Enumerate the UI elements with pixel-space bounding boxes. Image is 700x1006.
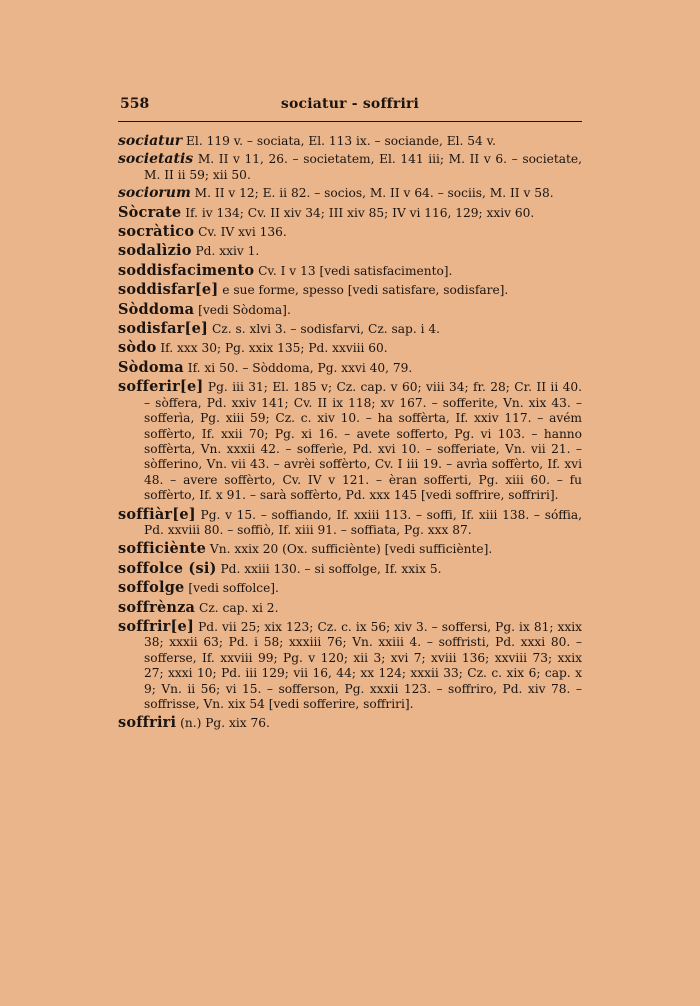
- headword: socràtico: [118, 223, 195, 241]
- headword: sodalìzio: [118, 242, 192, 260]
- entry: [118, 186, 582, 201]
- page-header: [118, 96, 582, 118]
- entry-text: El. 119 v. – sociata, El. 113 ix. – sociande, El. 54 v.: [186, 134, 496, 148]
- entry: [118, 152, 582, 183]
- entry: [118, 134, 582, 149]
- entry: [118, 561, 582, 577]
- page-number: 558: [120, 96, 150, 112]
- entry-text: (n.) Pg. xix 76.: [180, 716, 270, 731]
- headword: soddisfacimento: [118, 261, 255, 279]
- entry: [118, 205, 582, 221]
- headword: soffolce (si): [118, 559, 217, 577]
- entry-text: Cz. s. xlvi 3. – sodisfarvi, Cz. sap. i 4.: [211, 322, 440, 337]
- headword: soddisfar[e]: [118, 281, 219, 299]
- entry: [118, 340, 582, 356]
- entry: [118, 321, 582, 337]
- headword: Sòcrate: [118, 203, 182, 221]
- headword: soffiàr[e]: [118, 505, 196, 523]
- entry-text: e sue forme, spesso [vedi satisfare, sodisfare].: [222, 283, 509, 298]
- entry-text: If. xi 50. – Sòddoma, Pg. xxvi 40, 79.: [187, 360, 413, 375]
- entry: [118, 243, 582, 259]
- headword: soffrir[e]: [118, 617, 195, 635]
- header-rule: [118, 121, 582, 122]
- entry-text: Pg. iii 31; El. 185 v; Cz. cap. v 60; viii 34; fr. 28; Cr. II ii 40. – sòffera, Pd. xxiv 141; Cv. II ix 118; xv 167. – sofferite, Vn. xix 43. – sofferìa, Pg. xiii 59; Cz. c. xiv 10. – ha soffèrta, If. xxiv 117. – avém soffèrto, If. xxii 70; Pg. xi 16. – avete sofferto, Pg. vi 103. – hanno soffèrta, Vn. xxxii 42. – sofferìe, Pd. xvi 10. – sofferiate, Vn. vii 21. – sòfferino, Vn. vii 43. – avrèi soffèrto, Cv. I iii 19. – avrìa soffèrto, If. xvi 48. – avere soffèrto, Cv. IV v 121. – èran sofferti, Pg. xiii 60. – fu soffèrto, If. x 91. – sarà soffèrto, Pd. xxx 145 [vedi soffrire, soffriri].: [144, 380, 583, 503]
- entry-text: Pd. xxiv 1.: [195, 244, 260, 259]
- entry: [118, 541, 582, 557]
- headword: sofficiènte: [118, 540, 207, 558]
- headword: soffriri: [118, 714, 177, 732]
- entry: [118, 263, 582, 279]
- entry-text: If. iv 134; Cv. II xiv 34; III xiv 85; IV vi 116, 129; xxiv 60.: [185, 205, 535, 220]
- headword: sociatur: [118, 133, 183, 149]
- entry-text: M. II v 11, 26. – societatem, El. 141 iii; M. II v 6. – societate, M. II ii 59; xii 50.: [144, 152, 582, 182]
- entry: [118, 282, 582, 298]
- entry-text: Pg. v 15. – soffiando, If. xxiii 113. – soffi, If. xiii 138. – sóffia, Pd. xxviii 80. – soffiò, If. xiii 91. – soffiata, Pg. xxx 87.: [144, 507, 583, 537]
- entry-text: M. II v 12; E. ii 82. – socios, M. II v 64. – sociis, M. II v 58.: [194, 186, 554, 201]
- headword: Sòddoma: [118, 300, 195, 318]
- headword: Sòdoma: [118, 358, 184, 376]
- entry-text: Cz. cap. xi 2.: [199, 600, 279, 615]
- headword: soffolge: [118, 579, 185, 597]
- entry: [118, 379, 582, 503]
- entry: [118, 224, 582, 240]
- headword: sofferir[e]: [118, 378, 204, 396]
- entry-text: Pd. xxiii 130. – si soffolge, If. xxix 5.: [220, 561, 442, 576]
- running-title: sociatur - soffriri: [280, 96, 420, 112]
- entry: [118, 360, 582, 376]
- entry-text: Cv. IV xvi 136.: [198, 225, 287, 240]
- entry-text: [vedi soffolce].: [188, 581, 279, 596]
- headword: sociorum: [118, 185, 191, 202]
- entry-list: [118, 134, 582, 735]
- entry-text: If. xxx 30; Pg. xxix 135; Pd. xxviii 60.: [160, 341, 388, 356]
- entry-text: Vn. xxix 20 (Ox. sufficiènte) [vedi sufficiènte].: [209, 542, 493, 557]
- entry: [118, 619, 582, 712]
- entry: [118, 580, 582, 596]
- entry-text: [vedi Sòdoma].: [198, 302, 291, 317]
- headword: societatis: [118, 151, 194, 168]
- headword: soffrènza: [118, 598, 196, 616]
- entry: [118, 600, 582, 616]
- entry-text: Pd. vii 25; xix 123; Cz. c. ix 56; xiv 3. – soffersi, Pg. ix 81; xxix 38; xxxii 63; Pd. i 58; xxxiii 76; Vn. xxiii 4. – soffristi, Pd. xxxi 80. – sofferse, If. xxviii 99; Pg. v 120; xii 3; xvi 7; xviii 136; xxviii 73; xxix 27; xxxi 10; Pd. iii 129; vii 16, 44; xx 124; xxxii 33; Cz. c. xix 6; cap. x 9; Vn. ii 56; vi 15. – sofferson, Pg. xxxii 123. – soffriro, Pd. xiv 78. – soffrisse, Vn. xix 54 [vedi sofferire, soffriri].: [144, 619, 582, 711]
- headword: sòdo: [118, 339, 157, 357]
- headword: sodisfar[e]: [118, 320, 209, 338]
- entry: [118, 507, 582, 539]
- entry: [118, 302, 582, 318]
- entry: [118, 715, 582, 731]
- entry-text: Cv. I v 13 [vedi satisfacimento].: [258, 263, 453, 278]
